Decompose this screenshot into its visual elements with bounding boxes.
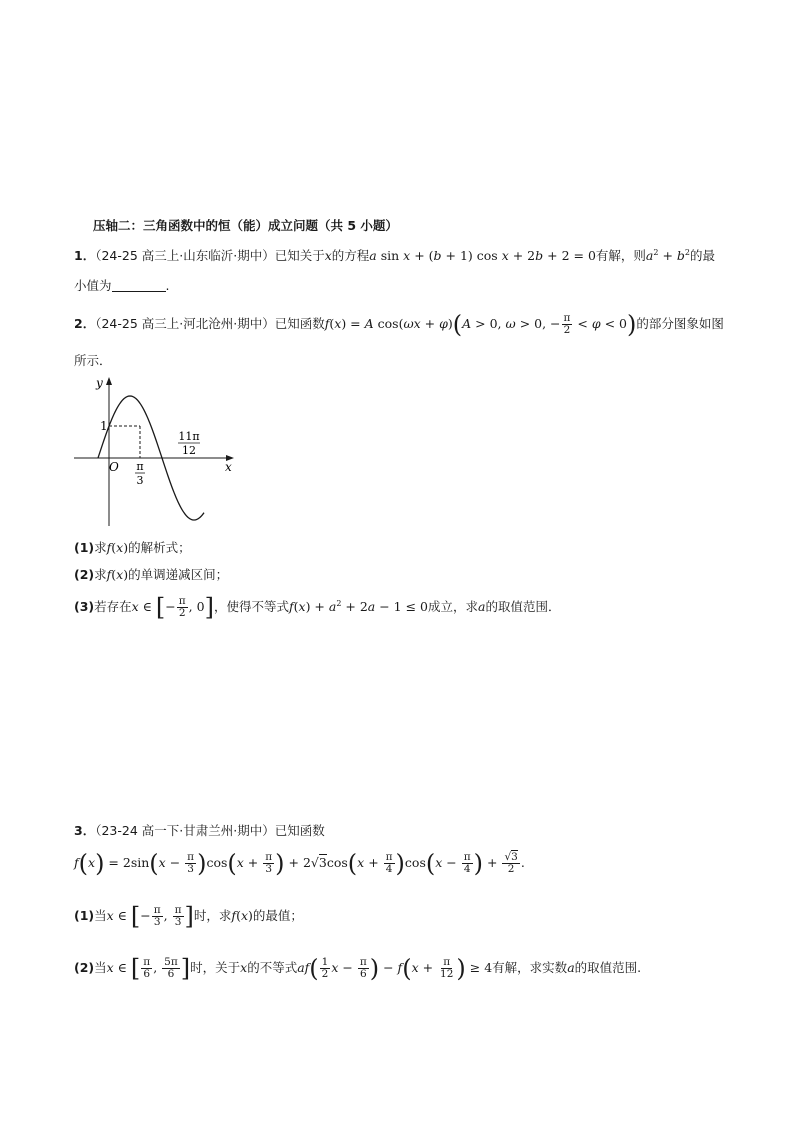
question-2-sub-1: (1)求f(x)的解析式；: [74, 540, 191, 555]
origin-label: O: [109, 460, 119, 474]
question-3-line-1: 3．（23-24 高一下·甘肃兰州·期中）已知函数: [74, 823, 325, 838]
tick-pi-3-den: 3: [136, 474, 144, 487]
question-3-function: f(x) = 2sin(x − $\frac{\pi}{3}$ )cos(x + $\frac{\pi}{3}$ ) + 2√3cos(x + $\frac{\pi}{4}$ )cos(x − $\frac{\pi}{4}$ ) + $\frac{√3}{2}$ .: [74, 849, 525, 878]
question-3-sub-1: (1)当x ∈ [− $\frac{\pi}{3}$ , $\frac{\pi}{3}$ ]时，求f(x)的最值；: [74, 902, 303, 931]
question-1-line-2: 小值为 .: [74, 278, 170, 293]
question-3-number: 3．: [74, 823, 96, 838]
question-2-line-2: 所示．: [74, 353, 112, 368]
y-axis-arrow: [106, 377, 112, 385]
question-3-source: （23-24 高一下·甘肃兰州·期中）: [95, 823, 275, 838]
function-graph: [72, 374, 242, 529]
y-tick-one: 1: [100, 419, 108, 433]
question-1-number: 1．: [74, 248, 96, 263]
question-2-sub-3: (3)若存在x ∈ [− $\frac{\pi}{2}$ , 0]，使得不等式$f(x) + a^2 + 2a - 1 \le 0$成立，求a的取值范围．: [74, 593, 561, 622]
y-axis-label: y: [96, 376, 103, 390]
question-1-equation: a: [369, 248, 377, 263]
question-2-number: 2．: [74, 316, 96, 331]
question-1-source: （24-25 高三上·山东临沂·期中）: [95, 248, 275, 263]
question-1-line-1: 1．（24-25 高三上·山东临沂·期中）已知关于x的方程a sin x + (b + 1) cos x + 2b + 2 = 0有解，则$a^2 + b^2$的最: [74, 247, 716, 263]
question-2-sub-2: (2)求f(x)的单调递减区间；: [74, 567, 229, 582]
question-2-line-1: 2．（24-25 高三上·河北沧州·期中）已知函数f(x) = A cos(ωx + φ)(A > 0, ω > 0, − $\frac{\pi}{2}$ < φ < 0)的部分图象如图: [74, 310, 724, 339]
question-2-function: f: [324, 316, 330, 331]
section-title: 压轴二：三角函数中的恒（能）成立问题（共 5 小题）: [93, 218, 398, 233]
x-axis-label: x: [225, 460, 232, 474]
answer-blank: [112, 291, 166, 292]
tick-11pi-12-num: 11π: [178, 430, 200, 443]
tick-11pi-12-den: 12: [182, 444, 196, 457]
question-3-sub-2: (2)当x ∈ [ $\frac{\pi}{6}$ , $\frac{5\pi}{6}$ ]时，关于x的不等式af( $\frac{1}{2}$ x − $\frac{\pi}{6}$ ) − f(x + $\frac{\pi}{12}$ ) ≥ 4有解，求实数a的取值范围.: [74, 954, 642, 983]
tick-pi-3-num: π: [136, 460, 144, 473]
question-2-source: （24-25 高三上·河北沧州·期中）: [95, 316, 275, 331]
